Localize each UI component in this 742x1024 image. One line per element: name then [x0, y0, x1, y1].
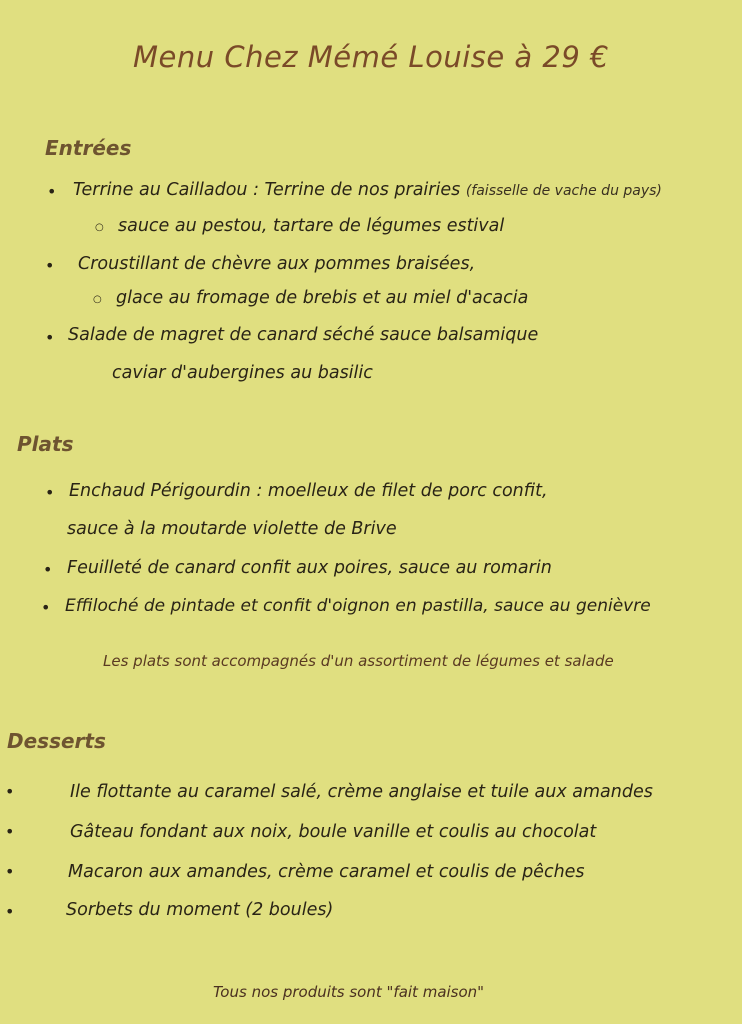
- entree-note: (faisselle de vache du pays): [465, 183, 662, 199]
- bullet-icon: •: [5, 822, 15, 841]
- entrees-heading: Entrées: [45, 136, 132, 160]
- entree-item: [73, 180, 662, 200]
- plats-note: Les plats sont accompagnés d'un assortiment de légumes et salade: [103, 652, 614, 670]
- dessert-item: Macaron aux amandes, crème caramel et coulis de pêches: [68, 862, 585, 882]
- bullet-icon: •: [41, 598, 51, 617]
- entree-cont: caviar d'aubergines au basilic: [112, 363, 373, 383]
- bullet-icon: •: [5, 782, 15, 801]
- plat-item: Enchaud Périgourdin : moelleux de filet de porc confit,: [69, 481, 548, 501]
- entree-sub: sauce au pestou, tartare de légumes estival: [118, 216, 505, 236]
- footer-note: Tous nos produits sont "fait maison": [213, 983, 485, 1001]
- entree-item: Salade de magret de canard séché sauce balsamique: [68, 325, 539, 345]
- plats-heading: Plats: [17, 432, 74, 456]
- menu-title: Menu Chez Mémé Louise à 29 €: [133, 40, 609, 74]
- dessert-item: Sorbets du moment (2 boules): [66, 900, 334, 920]
- dessert-item: Gâteau fondant aux noix, boule vanille et coulis au chocolat: [70, 822, 597, 842]
- plat-item: Feuilleté de canard confit aux poires, sauce au romarin: [67, 558, 552, 578]
- bullet-icon: •: [45, 256, 55, 275]
- bullet-icon: •: [45, 328, 55, 347]
- plat-item: Effiloché de pintade et confit d'oignon en pastilla, sauce au genièvre: [65, 596, 651, 616]
- entree-sub: glace au fromage de brebis et au miel d'acacia: [116, 288, 529, 308]
- bullet-icon: •: [43, 560, 53, 579]
- bullet-icon: •: [5, 902, 15, 921]
- circle-bullet-icon: ○: [93, 294, 102, 305]
- bullet-icon: •: [45, 483, 55, 502]
- plat-cont: sauce à la moutarde violette de Brive: [67, 519, 397, 539]
- entree-text: Terrine au Cailladou : Terrine de nos prairies: [73, 180, 461, 200]
- bullet-icon: •: [47, 182, 57, 201]
- desserts-heading: Desserts: [7, 729, 106, 753]
- entree-item: Croustillant de chèvre aux pommes braisées,: [78, 254, 476, 274]
- circle-bullet-icon: ○: [95, 222, 104, 233]
- dessert-item: Ile flottante au caramel salé, crème anglaise et tuile aux amandes: [70, 782, 653, 802]
- bullet-icon: •: [5, 862, 15, 881]
